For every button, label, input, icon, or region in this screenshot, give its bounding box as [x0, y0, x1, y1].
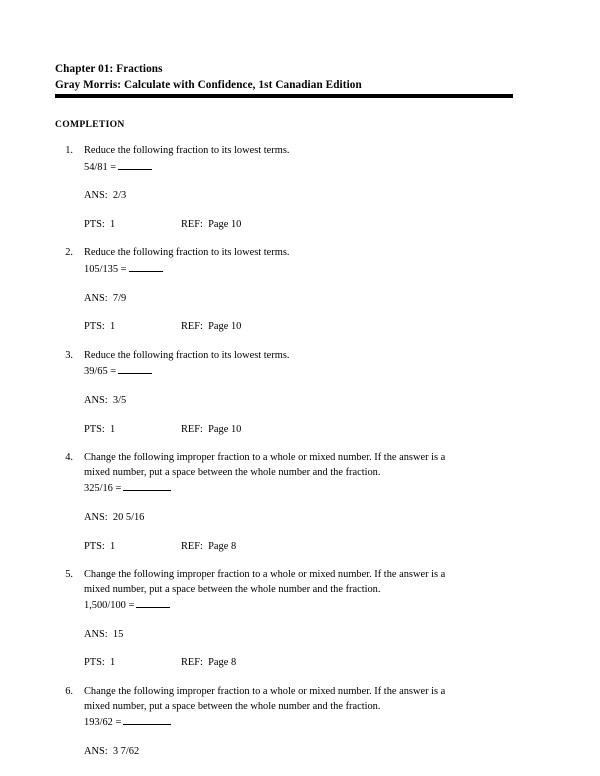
question-stem [84, 144, 545, 159]
question-equation [84, 159, 545, 176]
question-body [73, 246, 545, 348]
points-label: PTS: [84, 218, 105, 230]
header-divider-rule [55, 94, 513, 98]
points-field [84, 423, 181, 438]
question-stem-line: Change the following improper fraction to a whole or mixed number. If the answer is a [84, 452, 446, 464]
points-label: PTS: [84, 540, 105, 552]
reference-value: Page 8 [208, 657, 237, 669]
question-item [55, 246, 545, 348]
answer-value: 15 [112, 628, 124, 640]
question-row [55, 685, 545, 759]
answer-line [84, 175, 545, 204]
points-value: 1 [110, 321, 116, 333]
question-equation [84, 261, 545, 278]
points-value: 1 [110, 540, 116, 552]
answer-line [84, 278, 545, 307]
answer-value: 3 7/62 [112, 745, 140, 757]
reference-label: REF: [181, 657, 203, 669]
question-meta [84, 204, 545, 247]
section-heading-completion: COMPLETION [55, 119, 125, 130]
reference-value: Page 8 [208, 540, 237, 552]
points-value: 1 [110, 657, 116, 669]
answer-value: 3/5 [112, 394, 127, 406]
points-value: 1 [110, 218, 116, 230]
answer-label: ANS: [84, 292, 108, 304]
reference-value: Page 10 [208, 423, 242, 435]
answer-line [84, 380, 545, 409]
question-equation [84, 363, 545, 380]
reference-value: Page 10 [208, 218, 242, 230]
question-stem-line: Reduce the following fraction to its lowest terms. [84, 145, 290, 156]
question-number: 2. [65, 247, 73, 259]
reference-value: Page 10 [208, 321, 242, 333]
question-item [55, 568, 545, 685]
points-label: PTS: [84, 423, 105, 435]
question-row [55, 451, 545, 568]
question-stem-line: Change the following improper fraction to a whole or mixed number. If the answer is a [84, 686, 446, 698]
question-number: 4. [65, 452, 73, 464]
answer-blank-field[interactable] [123, 480, 171, 491]
reference-field [181, 423, 241, 438]
points-field [84, 540, 181, 555]
equation-text: 105/135 = [84, 263, 127, 275]
answer-label: ANS: [84, 190, 108, 202]
reference-label: REF: [181, 423, 203, 435]
equation-text: 325/16 = [84, 483, 122, 495]
answer-line [84, 497, 545, 526]
question-item [55, 685, 545, 759]
question-row [55, 144, 545, 246]
question-number: 1. [65, 145, 73, 156]
question-equation [84, 480, 545, 497]
document-header [55, 62, 545, 93]
reference-label: REF: [181, 218, 203, 230]
question-stem [84, 349, 545, 364]
answer-value: 7/9 [112, 292, 127, 304]
answer-label: ANS: [84, 745, 108, 757]
reference-label: REF: [181, 540, 203, 552]
points-field [84, 320, 181, 335]
equation-text: 39/65 = [84, 366, 117, 378]
question-stem-line: Reduce the following fraction to its lowest terms. [84, 349, 290, 361]
question-stem [84, 451, 545, 480]
question-body [73, 349, 545, 451]
points-label: PTS: [84, 321, 105, 333]
reference-field [181, 656, 236, 671]
question-stem-line: mixed number, put a space between the whole number and the fraction. [84, 583, 381, 595]
answer-blank-field[interactable] [118, 363, 152, 374]
answer-blank-field[interactable] [118, 159, 152, 170]
question-number: 6. [65, 686, 73, 698]
points-field [84, 218, 181, 233]
question-item [55, 451, 545, 568]
question-row [55, 349, 545, 451]
question-equation [84, 714, 545, 731]
answer-blank-field[interactable] [123, 714, 171, 725]
question-stem [84, 246, 545, 261]
question-body [73, 568, 545, 685]
question-stem-line: mixed number, put a space between the whole number and the fraction. [84, 700, 381, 712]
header-chapter-title: Chapter 01: Fractions [55, 63, 163, 75]
reference-field [181, 320, 241, 335]
answer-label: ANS: [84, 628, 108, 640]
question-number: 3. [65, 349, 73, 361]
question-row [55, 568, 545, 685]
equation-text: 193/62 = [84, 717, 122, 729]
answer-line [84, 731, 545, 760]
reference-field [181, 218, 241, 233]
question-stem [84, 568, 545, 597]
equation-text: 54/81 = [84, 161, 117, 173]
question-row [55, 246, 545, 348]
equation-text: 1,500/100 = [84, 600, 135, 612]
question-stem-line: mixed number, put a space between the whole number and the fraction. [84, 466, 381, 478]
header-book-title: Gray Morris: Calculate with Confidence, 1st Canadian Edition [55, 78, 362, 91]
answer-line [84, 614, 545, 643]
answer-blank-field[interactable] [136, 597, 170, 608]
question-stem-line: Reduce the following fraction to its lowest terms. [84, 247, 290, 259]
question-meta [84, 526, 545, 569]
question-stem [84, 685, 545, 714]
question-body [73, 685, 545, 759]
question-body [73, 451, 545, 568]
question-equation [84, 597, 545, 614]
question-body [73, 144, 545, 246]
answer-label: ANS: [84, 394, 108, 406]
points-field [84, 656, 181, 671]
question-item [55, 349, 545, 451]
question-item [55, 144, 545, 246]
reference-label: REF: [181, 321, 203, 333]
question-meta [84, 306, 545, 349]
question-list [55, 144, 545, 759]
answer-blank-field[interactable] [129, 261, 163, 272]
answer-value: 20 5/16 [112, 511, 145, 523]
points-value: 1 [110, 423, 116, 435]
question-number: 5. [65, 569, 73, 581]
question-stem-line: Change the following improper fraction to a whole or mixed number. If the answer is a [84, 569, 446, 581]
reference-field [181, 540, 236, 555]
question-meta [84, 409, 545, 452]
answer-label: ANS: [84, 511, 108, 523]
points-label: PTS: [84, 657, 105, 669]
answer-value: 2/3 [112, 190, 127, 202]
question-meta [84, 642, 545, 685]
